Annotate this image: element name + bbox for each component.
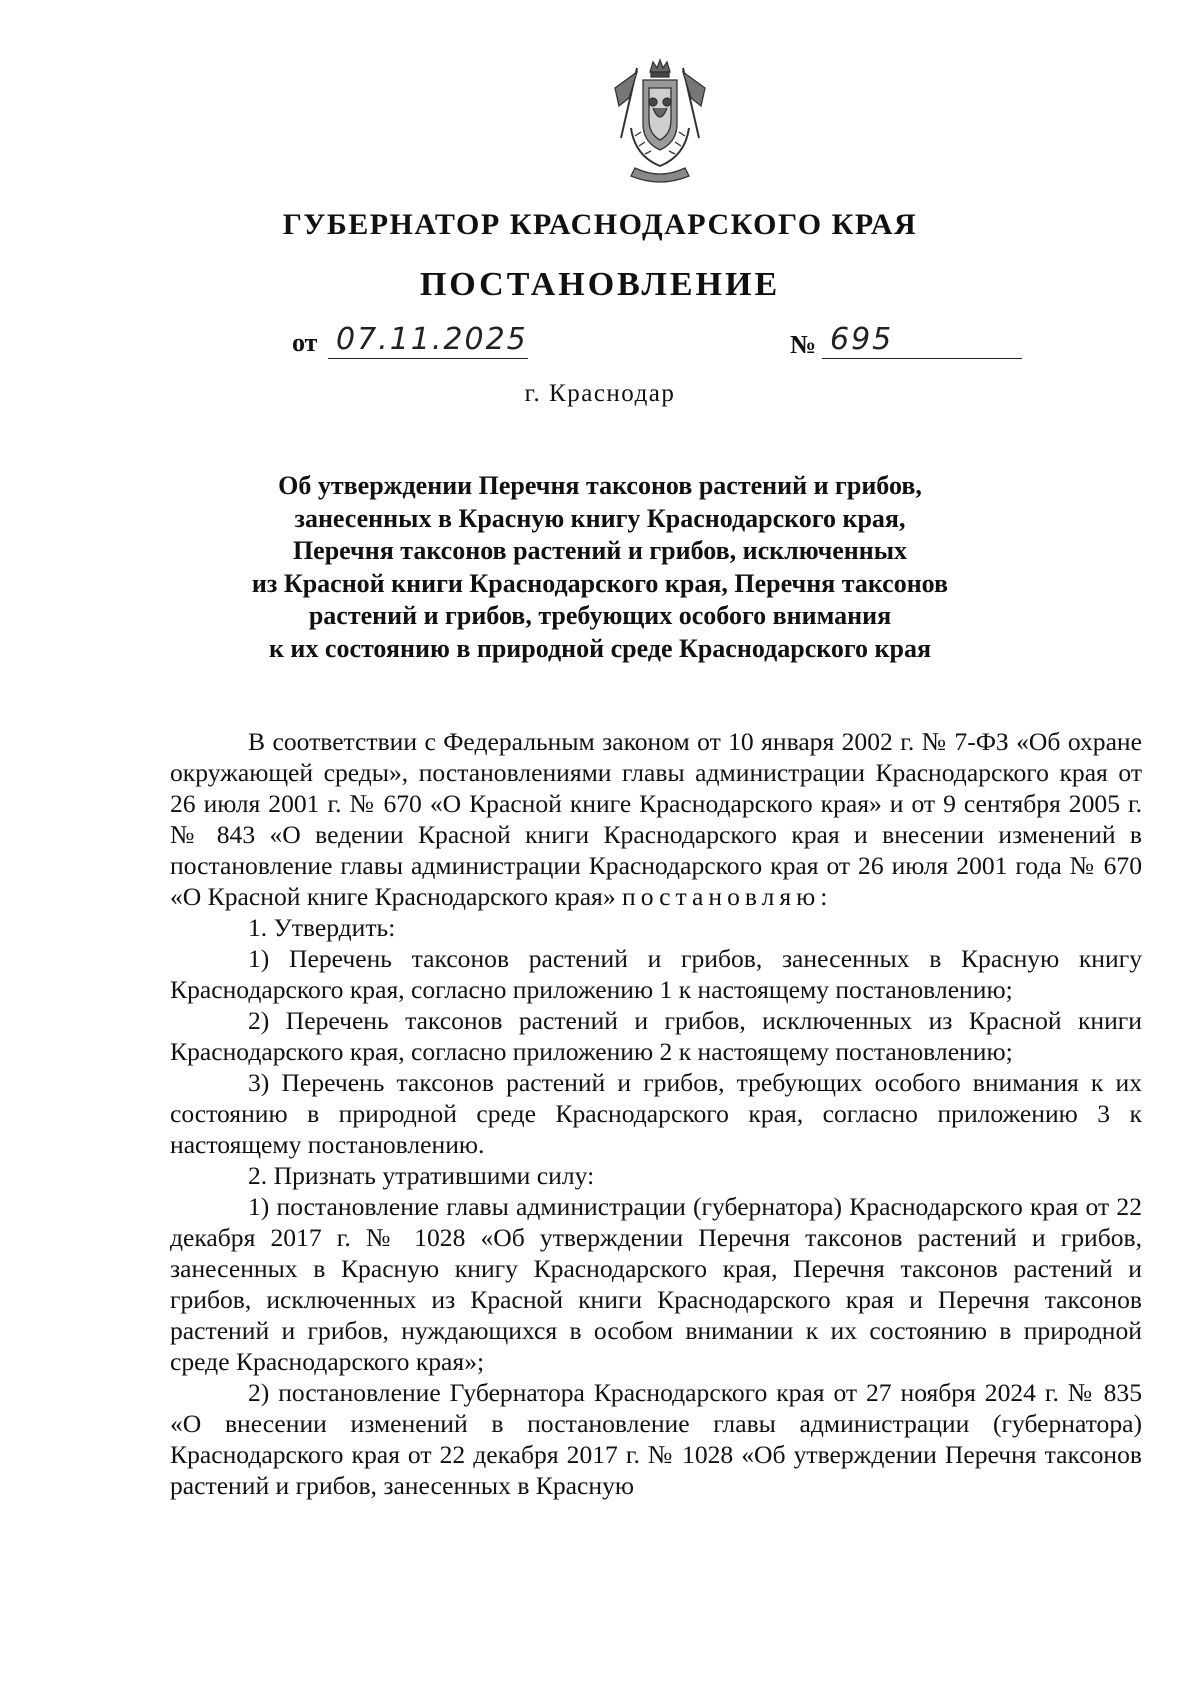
title-line: Об утверждении Перечня таксонов растений и грибов, bbox=[278, 471, 922, 500]
title-line: Перечня таксонов растений и грибов, исключенных bbox=[292, 536, 908, 566]
preamble-text: В соответствии с Федеральным законом от 10 января 2002 г. № 7-ФЗ «Об охране окружающей среды», постановлениями главы администрации Краснодарского края от 26 июля 2001 г. № 670 «О Красной книге Краснодарского края» и от 9 сентября 2005 г. № 843 «О ведении Красной книги Краснодарского края и внесении изменений в постановление главы администрации Краснодарского края от 26 июля 2001 года № 670 «О Красной книге Краснодарского края» bbox=[170, 727, 1142, 911]
number-label: № bbox=[790, 330, 817, 359]
preamble-paragraph bbox=[170, 726, 1142, 912]
item-1: 1. Утвердить: bbox=[248, 913, 396, 942]
title-line: занесенных в Красную книгу Краснодарского края, bbox=[294, 503, 906, 533]
date-prefix: от bbox=[292, 328, 318, 357]
item-1-3: 3) Перечень таксонов растений и грибов, требующих особого внимания к их состоянию в природной среде Краснодарского края, согласно приложению 3 к настоящему постановлению. bbox=[170, 1068, 1142, 1159]
coat-of-arms-icon bbox=[605, 58, 715, 188]
number-field bbox=[822, 322, 1022, 359]
title-line: растений и грибов, требующих особого внимания bbox=[308, 601, 892, 631]
issuing-authority: ГУБЕРНАТОР КРАСНОДАРСКОГО КРАЯ bbox=[282, 208, 918, 241]
date-field bbox=[328, 322, 528, 359]
item-2-1: 1) постановление главы администрации (губернатора) Краснодарского края от 22 декабря 2017 г. № 1028 «Об утверждении Перечня таксонов растений и грибов, занесенных в Красную книгу Краснодарского края, Перечня таксонов растений и грибов, исключенных из Красной книги Краснодарского края и Перечня таксонов растений и грибов, нуждающихся в особом внимании к их состоянию в природной среде Краснодарского края»; bbox=[170, 1192, 1142, 1376]
item-1-2: 2) Перечень таксонов растений и грибов, исключенных из Красной книги Краснодарского края, согласно приложению 2 к настоящему постановлению; bbox=[170, 1006, 1142, 1066]
title-line: из Красной книги Краснодарского края, Перечня таксонов bbox=[251, 568, 949, 598]
date-value: 07.11.2025 bbox=[336, 322, 528, 357]
document-type: ПОСТАНОВЛЕНИЕ bbox=[419, 266, 781, 303]
item-2: 2. Признать утратившими силу: bbox=[248, 1161, 595, 1190]
item-2-2: 2) постановление Губернатора Краснодарского края от 27 ноября 2024 г. № 835 «О внесении изменений в постановление главы администрации (губернатора) Краснодарского края от 22 декабря 2017 г. № 1028 «Об утверждении Перечня таксонов растений и грибов, занесенных в Красную bbox=[170, 1378, 1142, 1500]
number-value: 695 bbox=[830, 322, 894, 357]
city: г. Краснодар bbox=[524, 380, 676, 407]
document-body bbox=[170, 726, 1142, 1501]
document-title bbox=[200, 470, 1000, 666]
resolve-word: постановляю: bbox=[622, 882, 833, 911]
item-1-1: 1) Перечень таксонов растений и грибов, занесенных в Красную книгу Краснодарского края, согласно приложению 1 к настоящему постановлению; bbox=[170, 944, 1142, 1004]
title-line: к их состоянию в природной среде Краснодарского края bbox=[268, 633, 932, 663]
